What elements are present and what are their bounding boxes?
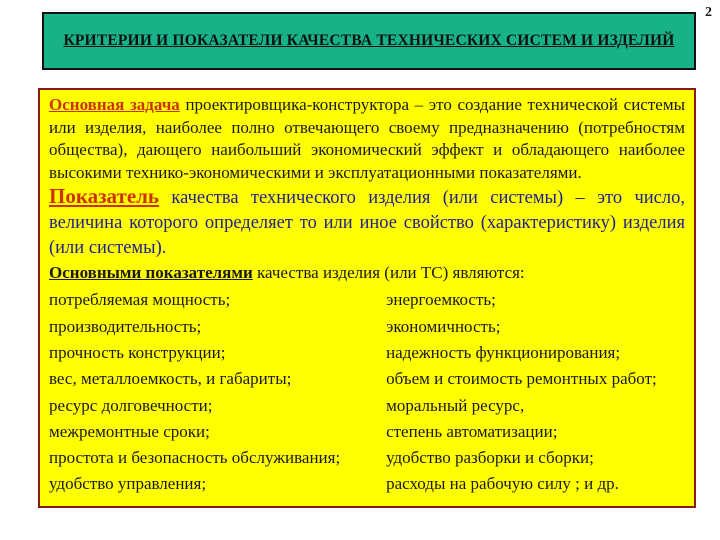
indicator-list bbox=[49, 287, 685, 497]
list-item: объем и стоимость ремонтных работ; bbox=[386, 369, 657, 389]
paragraph-main-task-text: проектировщика-конструктора – это создание технической системы или изделия, наиболее полно отвечающего своему предназначению (потребностям общества), дающего наибольший экономический эффект и обладающего наиболее высокими технико-экономическими и эксплуатационными показателями. bbox=[49, 95, 686, 182]
list-item: вес, металлоемкость, и габариты; bbox=[49, 369, 292, 389]
list-item: простота и безопасность обслуживания; bbox=[49, 448, 341, 468]
list-item: прочность конструкции; bbox=[49, 342, 226, 362]
paragraph-indicator-definition bbox=[49, 184, 685, 261]
keyword-main-indicators: Основными показателями bbox=[49, 263, 253, 283]
page-number: 2 bbox=[705, 5, 712, 20]
list-item: надежность функционирования; bbox=[386, 342, 621, 362]
list-item: удобство разборки и сборки; bbox=[386, 448, 594, 468]
paragraph-indicator-text: качества технического изделия (или системы) – это число, величина которого определяет то или иное свойство (характеристику) изделия (или системы). bbox=[49, 188, 685, 259]
content-box bbox=[38, 88, 696, 508]
paragraph-list-intro bbox=[49, 261, 685, 285]
keyword-indicator: Показатель bbox=[49, 184, 160, 209]
paragraph-main-task bbox=[49, 94, 685, 184]
list-item: энергоемкость; bbox=[386, 290, 496, 310]
list-item: удобство управления; bbox=[49, 474, 207, 494]
list-item: производительность; bbox=[49, 316, 202, 336]
list-item: потребляемая мощность; bbox=[49, 290, 231, 310]
keyword-main-task: Основная задача bbox=[49, 95, 180, 114]
paragraph-list-intro-text: качества изделия (или ТС) являются: bbox=[252, 263, 525, 283]
list-item: степень автоматизации; bbox=[386, 421, 558, 441]
list-item: моральный ресурс, bbox=[386, 395, 525, 415]
indicator-column-right bbox=[386, 287, 685, 497]
list-item: межремонтные сроки; bbox=[49, 421, 210, 441]
title-box bbox=[42, 12, 696, 70]
list-item: экономичность; bbox=[386, 316, 501, 336]
indicator-column-left bbox=[49, 287, 386, 497]
list-item: расходы на рабочую силу ; и др. bbox=[386, 474, 619, 494]
list-item: ресурс долговечности; bbox=[49, 395, 213, 415]
slide-title: КРИТЕРИИ И ПОКАЗАТЕЛИ КАЧЕСТВА ТЕХНИЧЕСКИХ СИСТЕМ И ИЗДЕЛИЙ bbox=[63, 31, 675, 49]
